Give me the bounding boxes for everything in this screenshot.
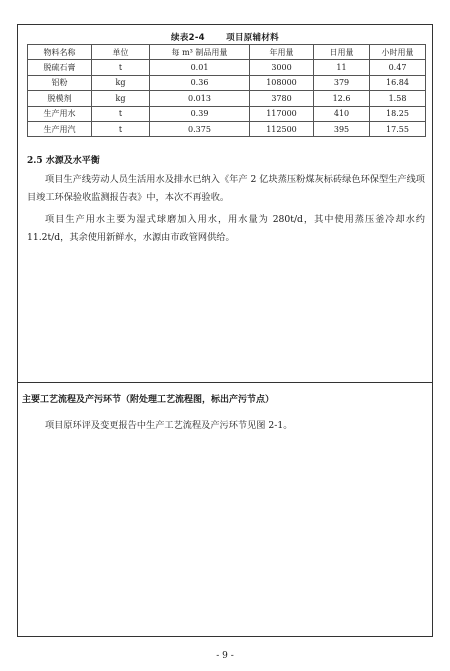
table-cell: 17.55 [370, 121, 426, 136]
table-cell: 0.01 [150, 60, 250, 75]
table-row [28, 60, 426, 75]
process-paragraph: 项目原环评及变更报告中生产工艺流程及产污环节见图 2-1。 [45, 420, 293, 431]
table-cell: t [92, 60, 150, 75]
table-cell: 0.39 [150, 106, 250, 121]
table-cell: 脱硫石膏 [28, 60, 92, 75]
header-material: 物料名称 [28, 45, 92, 60]
table-cell: 生产用水 [28, 106, 92, 121]
table-cell: 11 [314, 60, 370, 75]
table-cell: 脱模剂 [28, 91, 92, 106]
table-cell: 0.47 [370, 60, 426, 75]
table-cell: 379 [314, 75, 370, 90]
table-cell: kg [92, 91, 150, 106]
header-hourly: 小时用量 [370, 45, 426, 60]
table-cell: 0.013 [150, 91, 250, 106]
table-row [28, 75, 426, 90]
table-cell: 0.375 [150, 121, 250, 136]
table-row [28, 106, 426, 121]
table-cell: 112500 [250, 121, 314, 136]
table-cell: 铝粉 [28, 75, 92, 90]
table-caption-title: 项目原辅材料 [226, 33, 279, 43]
water-paragraph-2: 项目生产用水主要为湿式球磨加入用水，用水量为 280t/d，其中使用蒸压釜冷却水约 11.2t/d，其余使用新鲜水，水源由市政管网供给。 [27, 214, 425, 243]
table-cell: 108000 [250, 75, 314, 90]
water-heading: 2.5 水源及水平衡 [27, 156, 100, 166]
table-cell: t [92, 106, 150, 121]
process-section-title: 主要工艺流程及产污环节（附处理工艺流程图，标出产污节点） [22, 395, 275, 405]
table-cell: t [92, 121, 150, 136]
table-cell: 18.25 [370, 106, 426, 121]
table-cell: 生产用汽 [28, 121, 92, 136]
section-divider [18, 382, 432, 383]
table-caption [18, 31, 432, 43]
materials-table [27, 44, 426, 137]
table-cell: 0.36 [150, 75, 250, 90]
table-caption-number: 续表2-4 [171, 33, 205, 43]
header-annual: 年用量 [250, 45, 314, 60]
table-cell: 16.84 [370, 75, 426, 90]
table-cell: kg [92, 75, 150, 90]
report-frame [17, 24, 433, 637]
page-number: - 9 - [216, 651, 234, 661]
table-cell: 117000 [250, 106, 314, 121]
water-paragraph-1: 项目生产线劳动人员生活用水及排水已纳入《年产 2 亿块蒸压粉煤灰标砖绿色环保型生产线项目竣工环保验收监测报告表》中，本次不再验收。 [27, 174, 425, 203]
table-cell: 3780 [250, 91, 314, 106]
table-cell: 410 [314, 106, 370, 121]
table-cell: 395 [314, 121, 370, 136]
table-row [28, 91, 426, 106]
table-cell: 12.6 [314, 91, 370, 106]
header-daily: 日用量 [314, 45, 370, 60]
table-header-row [28, 45, 426, 60]
table-cell: 3000 [250, 60, 314, 75]
header-unit: 单位 [92, 45, 150, 60]
table-cell: 1.58 [370, 91, 426, 106]
table-row [28, 121, 426, 136]
header-per-m3: 每 m³ 制品用量 [150, 45, 250, 60]
